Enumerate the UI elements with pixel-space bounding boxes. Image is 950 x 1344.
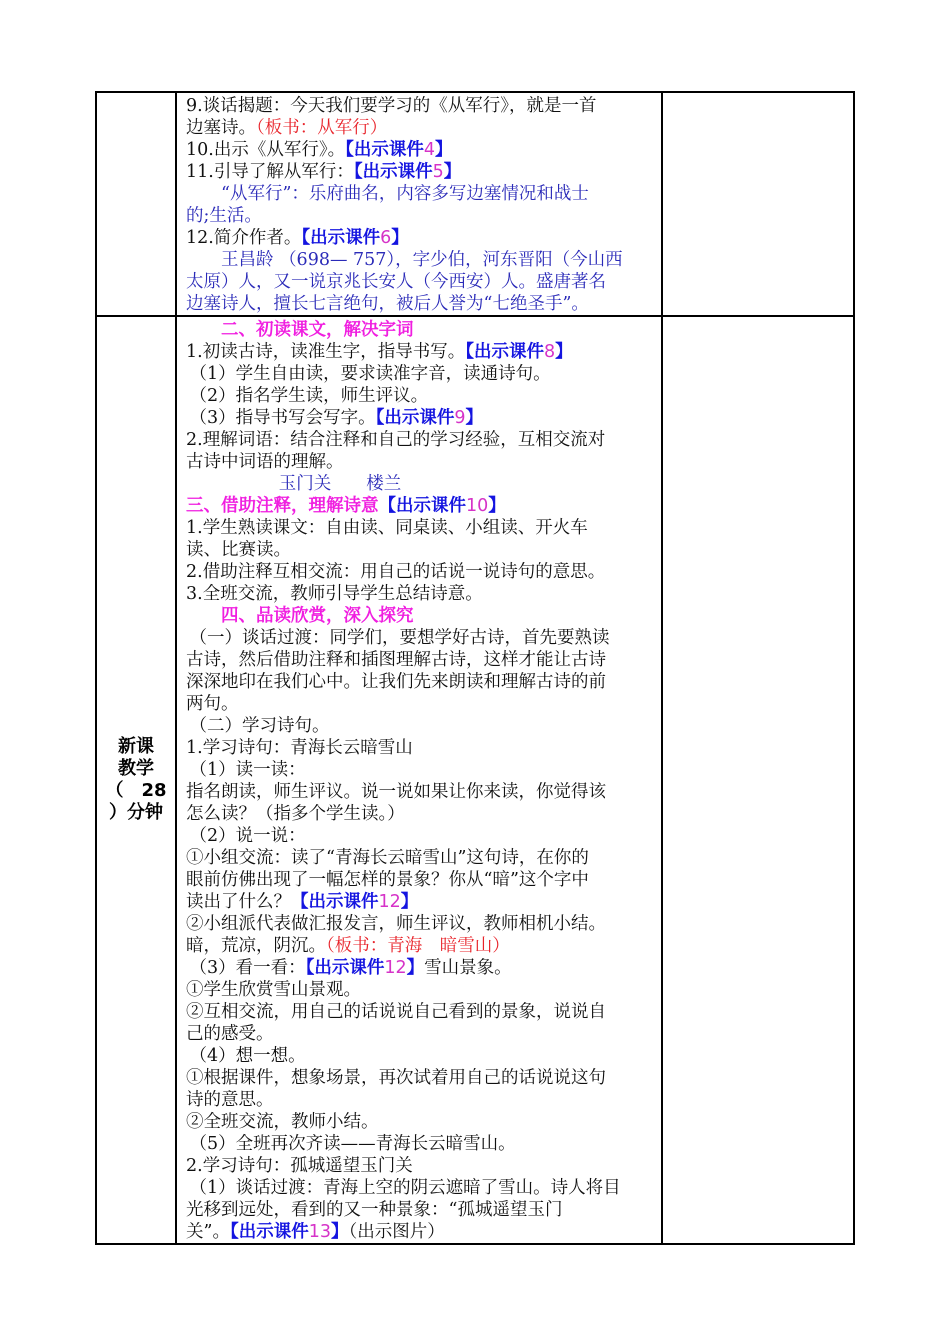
text-line bbox=[186, 627, 661, 649]
text-segment: 12.简介作者。 bbox=[186, 228, 302, 248]
text-segment: 读出了什么？ bbox=[186, 892, 291, 912]
table-row bbox=[96, 316, 854, 1244]
text-line bbox=[186, 117, 661, 139]
text-segment: 9.谈话揭题：今天我们要学习的《从军行》，就是一首 bbox=[186, 96, 597, 116]
text-segment: 1.学习诗句：青海长云暗雪山 bbox=[186, 738, 413, 758]
text-segment: 2.借助注释互相交流：用自己的话说一说诗句的意思。 bbox=[186, 562, 606, 582]
text-line bbox=[186, 803, 661, 825]
text-segment: （3）看一看： bbox=[189, 958, 306, 978]
text-line bbox=[186, 737, 661, 759]
text-line bbox=[186, 1045, 661, 1067]
text-line bbox=[186, 429, 661, 451]
text-segment: 暗，荒凉，阴沉。 bbox=[186, 936, 326, 956]
text-segment: ②全班交流，教师小结。 bbox=[186, 1112, 379, 1132]
stage-cell bbox=[96, 316, 176, 1244]
text-segment: 两句。 bbox=[186, 694, 239, 714]
board-note: （板书：从军行） bbox=[256, 118, 388, 138]
text-line bbox=[186, 1067, 661, 1089]
courseware-ref: 9 bbox=[454, 408, 466, 428]
courseware-ref: 】 bbox=[555, 342, 573, 362]
text-line bbox=[186, 385, 661, 407]
text-segment: “从军行”：乐府曲名，内容多写边塞情况和战士 bbox=[221, 184, 589, 204]
text-line bbox=[186, 1133, 661, 1155]
text-line bbox=[186, 1001, 661, 1023]
text-line bbox=[186, 759, 661, 781]
courseware-ref: 12 bbox=[384, 958, 407, 978]
text-segment: 2.学习诗句：孤城遥望玉门关 bbox=[186, 1156, 413, 1176]
text-segment: 的;生活。 bbox=[186, 206, 262, 226]
text-line bbox=[186, 715, 661, 737]
courseware-ref: 4 bbox=[423, 140, 435, 160]
text-line bbox=[186, 957, 661, 979]
text-line bbox=[186, 227, 661, 249]
text-line bbox=[186, 1023, 661, 1045]
text-line bbox=[186, 869, 661, 891]
text-segment: （一）谈话过渡：同学们，要想学好古诗，首先要熟读 bbox=[189, 628, 610, 648]
text-line bbox=[186, 451, 661, 473]
text-line bbox=[186, 183, 661, 205]
courseware-ref: 5 bbox=[432, 162, 444, 182]
text-segment: （2）说一说： bbox=[189, 826, 306, 846]
text-line bbox=[186, 517, 661, 539]
lesson-plan-table bbox=[95, 91, 855, 1245]
text-line bbox=[186, 95, 661, 117]
text-segment: 眼前仿佛出现了一幅怎样的景象？你从“暗”这个字中 bbox=[186, 870, 589, 890]
section-heading: 三、借助注释，理解诗意 bbox=[186, 496, 379, 516]
stage-label-line: 教学 bbox=[118, 758, 154, 779]
text-line bbox=[186, 1221, 661, 1243]
courseware-ref: 6 bbox=[380, 228, 392, 248]
courseware-ref: 【出示课件 bbox=[378, 496, 466, 516]
text-line bbox=[186, 407, 661, 429]
text-segment: 10.出示《从军行》。 bbox=[186, 140, 346, 160]
text-segment: ②小组派代表做汇报发言，师生评议，教师相机小结。 bbox=[186, 914, 606, 934]
text-line bbox=[186, 979, 661, 1001]
notes-cell bbox=[662, 316, 854, 1244]
text-line bbox=[186, 935, 661, 957]
text-line bbox=[186, 363, 661, 385]
text-segment: ①小组交流：读了“青海长云暗雪山”这句诗，在你的 bbox=[186, 848, 589, 868]
courseware-ref: 】 bbox=[465, 408, 484, 428]
text-segment: 己的感受。 bbox=[186, 1024, 274, 1044]
text-line bbox=[186, 539, 661, 561]
text-line bbox=[186, 1089, 661, 1111]
text-line bbox=[186, 825, 661, 847]
courseware-ref: 8 bbox=[543, 342, 556, 362]
text-segment: （出示图片） bbox=[348, 1222, 445, 1242]
text-segment: ①学生欣赏雪山景观。 bbox=[186, 980, 361, 1000]
text-line bbox=[186, 561, 661, 583]
stage-cell bbox=[96, 92, 176, 316]
text-segment: 玉门关 楼兰 bbox=[278, 474, 402, 494]
text-line bbox=[186, 781, 661, 803]
text-segment: （二）学习诗句。 bbox=[189, 716, 330, 736]
stage-label-line: （ 28 bbox=[105, 780, 167, 801]
text-segment: 怎么读？（指多个学生读。） bbox=[186, 804, 405, 824]
courseware-ref: 【出示课件 bbox=[229, 1222, 309, 1242]
courseware-ref: 10 bbox=[466, 496, 489, 516]
text-segment: （1）读一读： bbox=[189, 760, 306, 780]
content-cell bbox=[176, 316, 662, 1244]
courseware-ref: 】 bbox=[330, 1222, 349, 1242]
text-line bbox=[186, 341, 661, 363]
section-heading: 四、品读欣赏，深入探究 bbox=[221, 606, 414, 626]
text-line bbox=[186, 693, 661, 715]
text-line bbox=[186, 583, 661, 605]
text-segment: 11.引导了解从军行： bbox=[186, 162, 354, 182]
courseware-ref: 】 bbox=[488, 496, 506, 516]
courseware-ref: 】 bbox=[406, 958, 425, 978]
content-lines bbox=[177, 93, 661, 315]
stage-label-line: ）分钟 bbox=[109, 802, 163, 823]
text-line bbox=[186, 293, 661, 315]
text-segment: 诗的意思。 bbox=[186, 1090, 274, 1110]
text-segment: 雪山景象。 bbox=[424, 958, 512, 978]
text-segment: （4）想一想。 bbox=[189, 1046, 306, 1066]
text-line bbox=[186, 161, 661, 183]
text-segment: （1）学生自由读，要求读准字音，读通诗句。 bbox=[189, 364, 551, 384]
courseware-ref: 12 bbox=[378, 892, 401, 912]
text-line bbox=[186, 605, 661, 627]
courseware-ref: 】 bbox=[434, 140, 453, 160]
text-line bbox=[186, 473, 661, 495]
text-line bbox=[186, 139, 661, 161]
text-segment: 太原）人，又一说京兆长安人（今西安）人。盛唐著名 bbox=[186, 272, 606, 292]
text-segment: 1.学生熟读课文：自由读、同桌读、小组读、开火车 bbox=[186, 518, 588, 538]
board-note: （板书：青海 暗雪山） bbox=[326, 936, 510, 956]
text-line bbox=[186, 271, 661, 293]
stage-label-line: 新课 bbox=[118, 736, 154, 757]
courseware-ref: 【出示课件 bbox=[291, 892, 379, 912]
text-segment: 3.全班交流，教师引导学生总结诗意。 bbox=[186, 584, 483, 604]
text-segment: （2）指名学生读，师生评议。 bbox=[189, 386, 429, 406]
text-line bbox=[186, 847, 661, 869]
text-segment: 边塞诗人，擅长七言绝句，被后人誉为“七绝圣手”。 bbox=[186, 294, 589, 314]
courseware-ref: 【出示课件 bbox=[305, 958, 385, 978]
text-line bbox=[186, 495, 661, 517]
text-segment: 光移到远处，看到的又一种景象：“孤城遥望玉门 bbox=[186, 1200, 563, 1220]
text-line bbox=[186, 1155, 661, 1177]
text-line bbox=[186, 319, 661, 341]
courseware-ref: 【出示课件 bbox=[353, 162, 433, 182]
courseware-ref: 【出示课件 bbox=[301, 228, 381, 248]
text-line bbox=[186, 1199, 661, 1221]
courseware-ref: 】 bbox=[400, 892, 419, 912]
text-segment: 王昌龄 （698— 757），字少伯，河东晋阳（今山西 bbox=[221, 250, 623, 270]
courseware-ref: 【出示课件 bbox=[375, 408, 455, 428]
text-line bbox=[186, 891, 661, 913]
table-row bbox=[96, 92, 854, 316]
courseware-ref: 【出示课件 bbox=[465, 342, 544, 362]
text-line bbox=[186, 649, 661, 671]
text-segment: 古诗，然后借助注释和插图理解古诗，这样才能让古诗 bbox=[186, 650, 606, 670]
stage-label bbox=[97, 736, 175, 824]
text-segment: 指名朗读，师生评议。说一说如果让你来读，你觉得该 bbox=[186, 782, 606, 802]
text-segment: 1.初读古诗，读准生字，指导书写。 bbox=[186, 342, 466, 362]
text-segment: ①根据课件，想象场景，再次试着用自己的话说说这句 bbox=[186, 1068, 606, 1088]
courseware-ref: 【出示课件 bbox=[345, 140, 424, 160]
courseware-ref: 】 bbox=[391, 228, 409, 248]
text-line bbox=[186, 1111, 661, 1133]
text-segment: 2.理解词语：结合注释和自己的学习经验，互相交流对 bbox=[186, 430, 606, 450]
text-segment: ②互相交流，用自己的话说说自己看到的景象，说说自 bbox=[186, 1002, 606, 1022]
text-line bbox=[186, 249, 661, 271]
text-segment: 深深地印在我们心中。让我们先来朗读和理解古诗的前 bbox=[186, 672, 606, 692]
text-segment: （3）指导书写会写字。 bbox=[189, 408, 376, 428]
section-heading: 二、初读课文，解决字词 bbox=[221, 320, 414, 340]
text-segment: （1）谈话过渡：青海上空的阴云遮暗了雪山。诗人将目 bbox=[189, 1178, 621, 1198]
content-cell bbox=[176, 92, 662, 316]
content-lines bbox=[177, 317, 661, 1243]
text-segment: 边塞诗。 bbox=[186, 118, 256, 138]
text-segment: （5）全班再次齐读——青海长云暗雪山。 bbox=[189, 1134, 516, 1154]
text-line bbox=[186, 205, 661, 227]
text-segment: 古诗中词语的理解。 bbox=[186, 452, 344, 472]
courseware-ref: 13 bbox=[308, 1222, 331, 1242]
text-line bbox=[186, 913, 661, 935]
courseware-ref: 】 bbox=[443, 162, 462, 182]
text-segment: 读、比赛读。 bbox=[186, 540, 291, 560]
text-segment: 关”。 bbox=[186, 1222, 230, 1242]
text-line bbox=[186, 671, 661, 693]
notes-cell bbox=[662, 92, 854, 316]
text-line bbox=[186, 1177, 661, 1199]
